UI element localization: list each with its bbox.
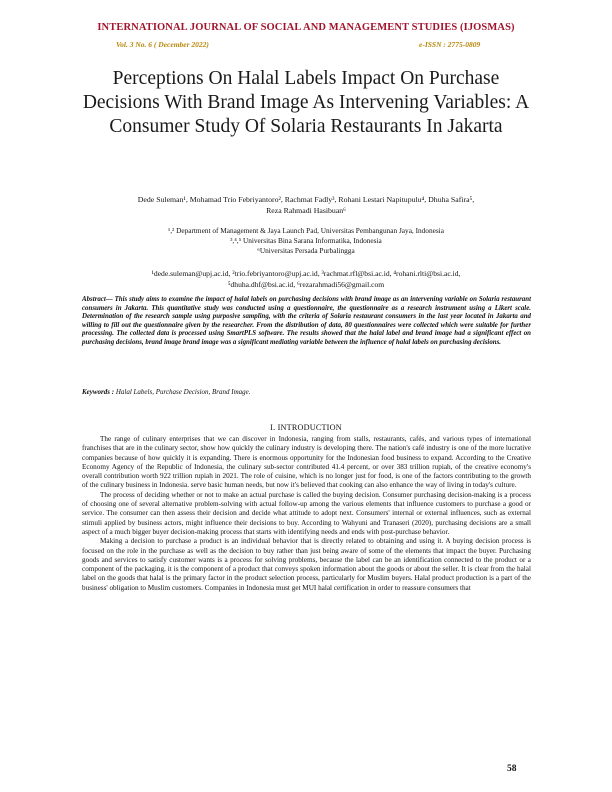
paper-title: Perceptions On Halal Labels Impact On Purchase Decisions With Brand Image As Intervening Variables: A Consumer Study Of Solaria Restaurants In Jakarta <box>82 68 530 137</box>
body-paragraph: Making a decision to purchase a product is an individual behavior that is directly related to obtaining and using it. A buying decision process is focused on the role in the purchase as well as the decision to buy rather than just being aware of some of the elements that impact the buyer. Purchasing goods and services to satisfy customer wants is a process for solving problems, because the label can be an identification connected to the product or a component of the packaging, it is the component of a product that conveys spoken information about the goods or about the seller. It is clear from the halal label on the goods that halal is the primary factor in the product selection process, particularly for Muslim buyers. Halal product production is a part of the business' obligation to Muslim customers. Companies in Indonesia must get MUI halal certification in order to reassure consumers that <box>82 537 531 592</box>
abstract: Abstract— This study aims to examine the impact of halal labels on purchasing decisions with brand image as an intervening variable on Solaria restaurant consumers in Jakarta. This quantitative study was conducted using a questionnaire, the questionnaire as a research instrument using a Likert scale. Determination of the research sample using purposive sampling, with the criteria of Solaria restaurant consumers in the last year located in Jakarta and willing to fill out the questionnaire given by the researcher. From the distribution of data, 80 questionnaires were collected which were suitable for further processing. The collected data is processed using SmartPLS software. The results showed that the halal label and brand image had a significant effect on purchasing decisions, brand image brand image was a significant mediating variable between the influence of halal labels on purchasing decisions. <box>82 296 531 346</box>
email-line: ¹dede.suleman@upj.ac.id, ²trio.febriyantoro@upj.ac.id, ³rachmat.rfl@bsi.ac.id, ⁴rohani.rlti@bsi.ac.id, <box>151 269 461 278</box>
author-line: Reza Rahmadi Hasibuan⁶ <box>266 206 346 215</box>
volume-info: Vol. 3 No. 6 ( December 2022) <box>116 40 209 49</box>
issn-info: e-ISSN : 2775-0809 <box>419 40 481 49</box>
journal-name: INTERNATIONAL JOURNAL OF SOCIAL AND MANAGEMENT STUDIES (IJOSMAS) <box>97 22 515 33</box>
author-list <box>70 194 542 216</box>
body-paragraph: The range of culinary enterprises that we can discover in Indonesia, ranging from stalls, restaurants, cafés, and various types of international franchises that are in the culinary sector, show how quickly the culinary industry is developing there. The nation's café industry is one of the more lucrative companies because of how quickly it is expanding. There is enormous opportunity for the Indonesian food business to expand. According to the Creative Economy Agency of the Republic of Indonesia, the culinary sub-sector contributed 41.4 percent, or over 383 trillion rupiah, of the creative economy's overall contribution worth 922 trillion rupiah in 2021. The role of cuisine, which is no longer just for food, is one of the factors contributing to the growth of the culinary business in Indonesia. serve basic human needs, but now it's believed that cooking can also enhance the way of living in today's culture. <box>82 435 531 490</box>
keywords <box>82 388 531 396</box>
body-text <box>82 435 531 593</box>
keywords-text: Halal Labels, Purchase Decision, Brand Image. <box>114 388 251 396</box>
section-heading: I. INTRODUCTION <box>270 423 342 432</box>
affiliation-line: ¹,² Department of Management & Jaya Launch Pad, Universitas Pembangunan Jaya, Indonesia <box>168 226 444 235</box>
page-number: 58 <box>507 764 517 774</box>
email-line: ⁵dhuha.dhf@bsi.ac.id, ⁶rezarahmadi56@gmail.com <box>227 280 385 289</box>
body-paragraph: The process of deciding whether or not to make an actual purchase is called the buying decision. Consumer purchasing decision-making is a process of choosing one of several alternative problem-solving with actual follow-up among the various elements that influence customers to purchase a good or service. The consumer can then assess their decision and decide what attitude to adopt next. Consumers' internal or external influences, such as external stimuli applied by business actors, might influence their decisions to buy. According to Wahyuni and Tranaseri (2020), purchasing decisions are a small aspect of a much bigger buyer decision-making process that starts with identifying needs and ends with post-purchase behavior. <box>82 490 531 536</box>
email-list <box>70 268 542 290</box>
affiliation-line: ⁶Universitas Persada Purbalingga <box>257 246 355 255</box>
keywords-label: Keywords : <box>82 388 115 396</box>
affiliation-line: ³,⁴,⁵ Universitas Bina Sarana Informatika, Indonesia <box>230 236 382 245</box>
affiliation-list <box>70 226 542 256</box>
author-line: Dede Suleman¹, Mohamad Trio Febriyantoro², Rachmat Fadly³, Rohani Lestari Napitupulu⁴, Dhuha Safira⁵, <box>137 195 475 204</box>
journal-subheader <box>0 40 612 52</box>
